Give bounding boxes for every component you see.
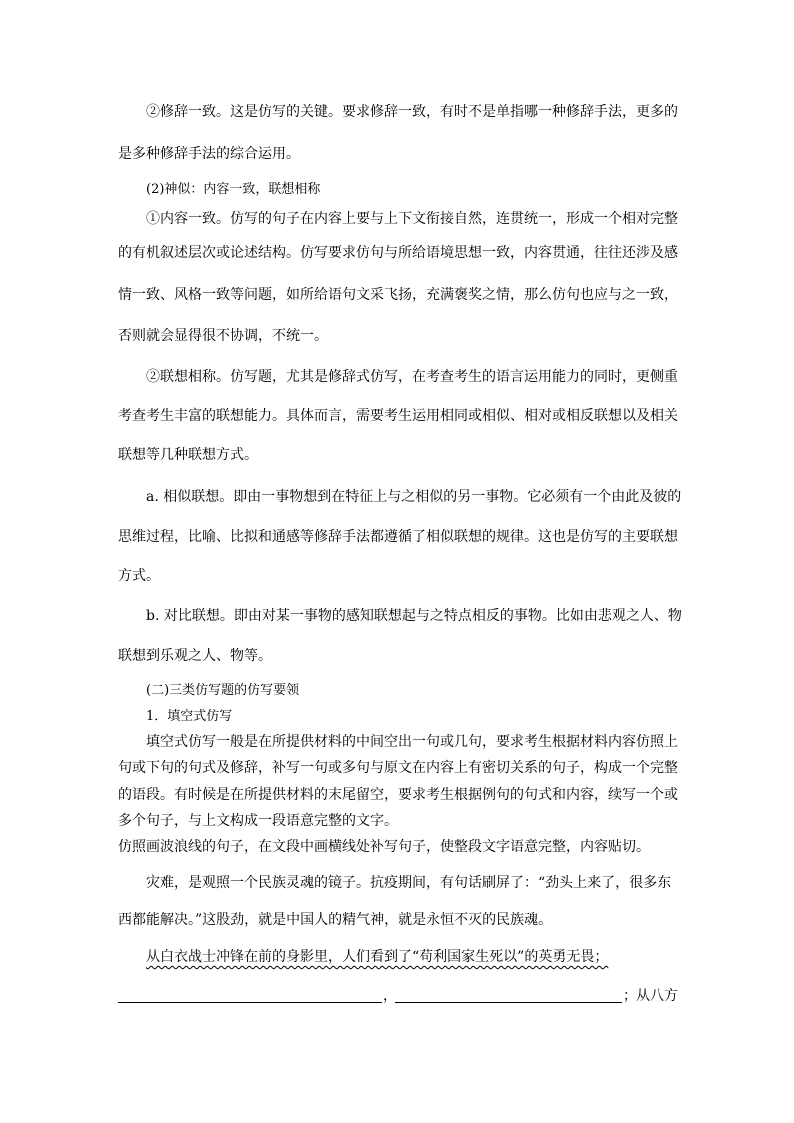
subheading-fill-in: 1．填空式仿写: [146, 709, 233, 724]
paragraph-fill-in-line-4: 多个句子，与上文构成一段语意完整的文字。: [118, 813, 398, 829]
blank-semicolon: ；: [623, 988, 637, 1004]
wavy-model-sentence: 从白衣战士冲锋在前的身影里，人们看到了“苟利国家生死以”的英勇无畏；: [146, 949, 609, 965]
paragraph-association-line-1: ②联想相称。仿写题，尤其是修辞式仿写，在考查考生的语言运用能力的同时，更侧重: [146, 369, 678, 385]
paragraph-rhetoric-line-2: 是多种修辞手法的综合运用。: [118, 146, 300, 162]
paragraph-contrast-line-1: b. 对比联想。即由对某一事物的感知联想起与之特点相反的事物。比如由悲观之人、物: [146, 608, 682, 624]
paragraph-rhetoric-line-1: ②修辞一致。这是仿写的关键。要求修辞一致，有时不是单指哪一种修辞手法，更多的: [146, 104, 678, 120]
answer-blank-2[interactable]: [395, 1002, 622, 1003]
exercise-instruction: 仿照画波浪线的句子，在文段中画横线处补写句子，使整段文字语意完整，内容贴切。: [118, 839, 650, 855]
paragraph-association-line-3: 联想等几种联想方式。: [118, 447, 258, 463]
paragraph-similar-line-3: 方式。: [118, 568, 160, 584]
fill-blank-row: [118, 985, 678, 1007]
paragraph-fill-in-line-2: 句或下句的句式及修辞，补写一句或多句与原文在内容上有密切关系的句子，构成一个完整: [118, 760, 678, 776]
paragraph-fill-in-line-1: 填空式仿写一般是在所提供材料的中间空出一句或几句，要求考生根据材料内容仿照上: [146, 734, 678, 750]
paragraph-similar-line-1: a. 相似联想。即由一事物想到在特征上与之相似的另一事物。它必须有一个由此及彼的: [146, 489, 682, 505]
paragraph-content-line-2: 的有机叙述层次或论述结构。仿写要求仿句与所给语境思想一致，内容贯通，往往还涉及感: [118, 245, 678, 261]
paragraph-contrast-line-2: 联想到乐观之人、物等。: [118, 648, 272, 664]
paragraph-fill-in-line-3: 的语段。有时候是在所提供材料的末尾留空，要求考生根据例句的句式和内容，续写一个或: [118, 787, 678, 803]
paragraph-similar-line-2: 思维过程，比喻、比拟和通感等修辞手法都遵循了相似联想的规律。这也是仿写的主要联想: [118, 529, 678, 545]
paragraph-content-line-1: ①内容一致。仿写的句子在内容上要与上下文衔接自然，连贯统一，形成一个相对完整: [146, 211, 678, 227]
blank-comma: ，: [383, 988, 397, 1004]
paragraph-association-line-2: 考查考生丰富的联想能力。具体而言，需要考生运用相同或相似、相对或相反联想以及相关: [118, 408, 678, 424]
exercise-passage-line-2: 西都能解决。”这股劲，就是中国人的精气神，就是永恒不灭的民族魂。: [118, 912, 553, 928]
paragraph-content-line-3: 情一致、风格一致等问题，如所给语句文采飞扬，充满褒奖之情，那么仿句也应与之一致，: [118, 287, 678, 303]
paragraph-content-line-4: 否则就会显得很不协调，不统一。: [118, 328, 328, 344]
answer-blank-1[interactable]: [118, 1002, 382, 1003]
section-heading-shensi: (2)神似：内容一致，联想相称: [146, 182, 321, 197]
exercise-passage-line-1: 灾难，是观照一个民族灵魂的镜子。抗疫期间，有句话刷屏了：“劲头上来了，很多东: [146, 875, 672, 891]
continuation-text: 从八方: [636, 988, 678, 1004]
section-heading-three-types: (二)三类仿写题的仿写要领: [146, 683, 300, 698]
